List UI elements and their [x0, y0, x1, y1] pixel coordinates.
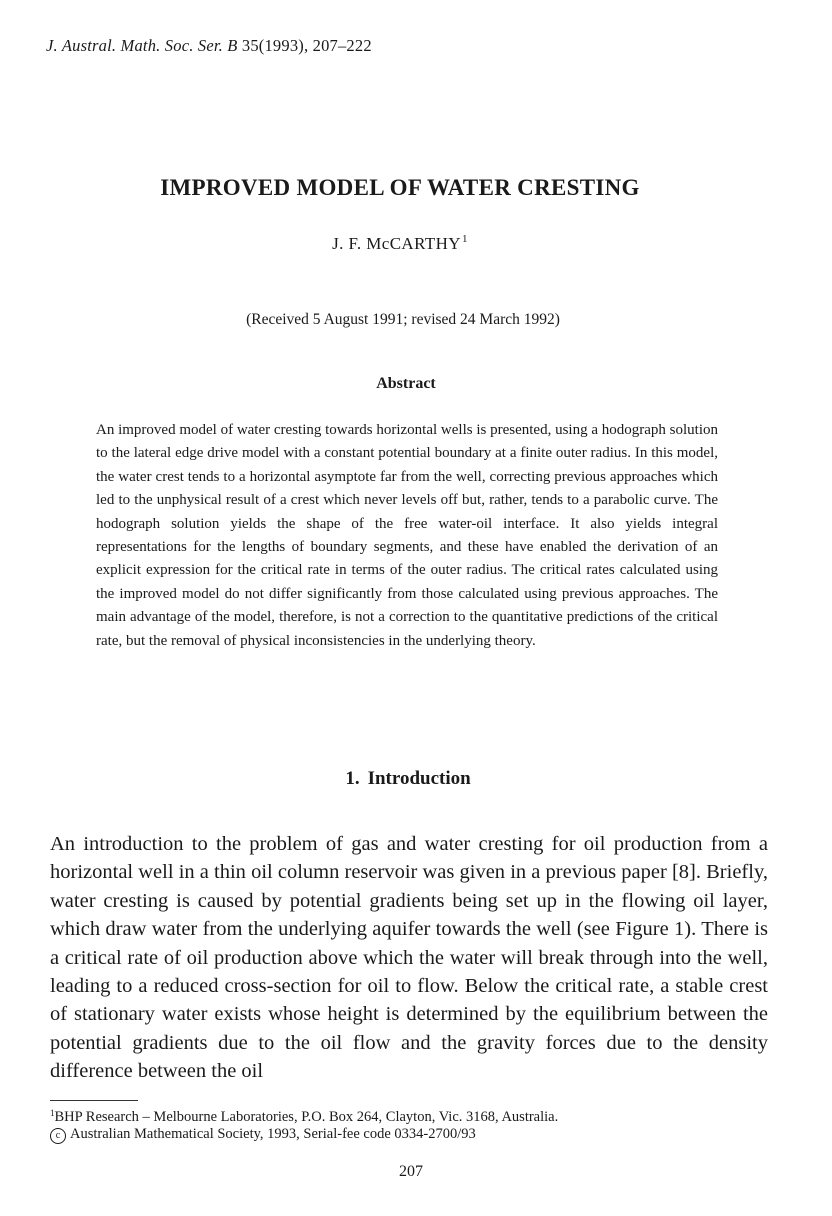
footnote-text: BHP Research – Melbourne Laboratories, P.O. Box 264, Clayton, Vic. 3168, Australia. — [54, 1109, 559, 1125]
author-footnote-mark: 1 — [461, 233, 468, 245]
footnote-mark: 1 — [50, 1108, 55, 1118]
copyright-line — [50, 1124, 750, 1144]
section-title: Introduction — [367, 768, 471, 789]
abstract-text: An improved model of water cresting towards horizontal wells is presented, using a hodograph solution to the lateral edge drive model with a constant potential boundary at a finite outer radius. In this model, the water crest tends to a horizontal asymptote far from the well, correcting previous approaches which led to the unphysical result of a crest which never levels off but, rather, tends to a parabolic curve. The hodograph solution yields the shape of the free water-oil interface. It also yields integral representations for the lengths of boundary segments, and these have enabled the derivation of an explicit expression for the critical rate in terms of the outer radius. The critical rates calculated using the improved model do not differ significantly from those calculated using previous approaches. The main advantage of the model, therefore, is not a correction to the quantitative predictions of the critical rate, but the removal of physical inconsistencies in the underlying theory. — [96, 422, 718, 649]
copyright-icon: c — [50, 1128, 66, 1144]
author-name: J. F. McCARTHY — [332, 234, 461, 253]
introduction-text: An introduction to the problem of gas and water cresting for oil production from a horizontal well in a thin oil column reservoir was given in a previous paper [8]. Briefly, water cresting is caused by potential gradients being set up in the flowing oil layer, which draw water from the underlying aquifer towards the well (see Figure 1). There is a critical rate of oil production above which the water will break through into the well, leading to a reduced cross-section for oil to flow. Below the critical rate, a stable crest of stationary water exists whose height is determined by the equilibrium between the potential gradients due to the oil flow and the gravity forces due to the density difference between the oil — [50, 833, 768, 1083]
abstract-heading: Abstract — [376, 375, 436, 392]
section-heading — [0, 768, 816, 790]
footnote-divider — [50, 1100, 138, 1101]
paper-title: IMPROVED MODEL OF WATER CRESTING — [160, 175, 640, 200]
journal-reference — [46, 36, 372, 56]
journal-name: J. Austral. Math. Soc. Ser. B — [46, 36, 238, 55]
copyright-text: Australian Mathematical Society, 1993, Serial-fee code 0334-2700/93 — [70, 1126, 476, 1142]
page-number: 207 — [399, 1163, 423, 1180]
author-line — [0, 233, 800, 254]
received-dates: (Received 5 August 1991; revised 24 March 1992) — [246, 311, 560, 328]
section-number: 1. — [345, 768, 360, 789]
journal-volume-pages: 35(1993), 207–222 — [237, 36, 372, 55]
